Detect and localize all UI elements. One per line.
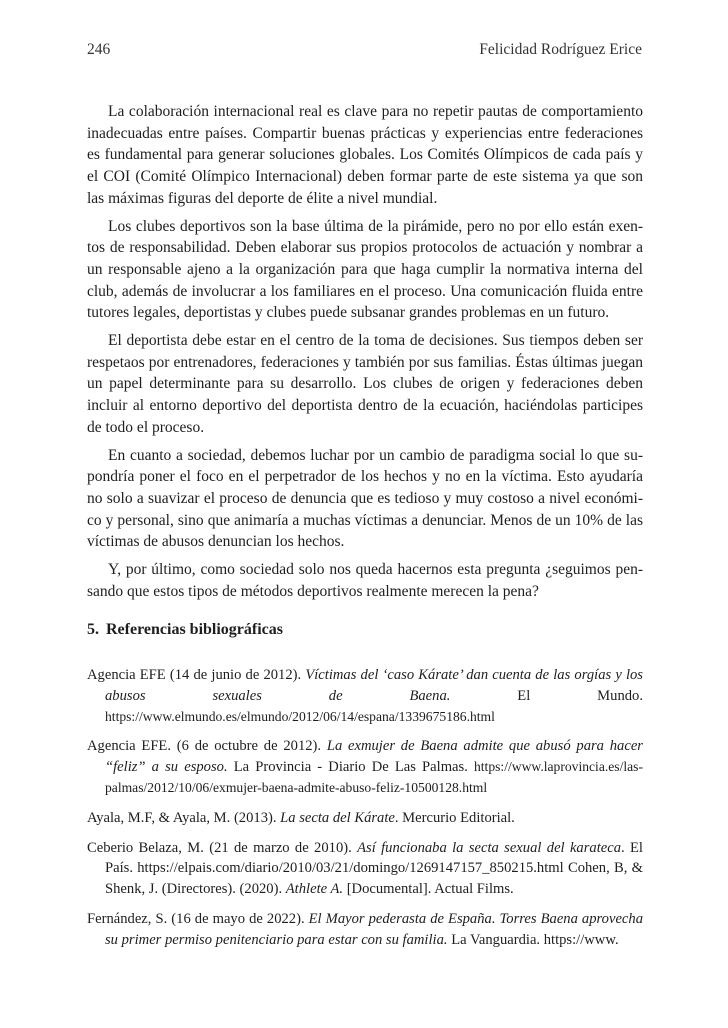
- reference-title: La secta del Kárate: [280, 809, 395, 826]
- reference-item: [87, 665, 643, 727]
- reference-source: La Vanguardia. https://www.: [447, 931, 619, 948]
- reference-authors: Ceberio Belaza, M. (21 de marzo de 2010).: [87, 839, 358, 856]
- reference-source: . Mercurio Editorial.: [394, 809, 515, 826]
- reference-list: [87, 665, 643, 960]
- reference-authors: Fernández, S. (16 de mayo de 2022).: [87, 910, 309, 927]
- reference-source: La Provincia - Diario De Las Palmas.: [227, 759, 474, 776]
- paragraph: En cuanto a sociedad, debemos luchar por un cambio de paradigma social lo que supondría poner el foco en el perpetrador de los hechos y no en la víctima. Esto ayudaría no solo a suavizar el proceso de denuncia que es tedioso y muy costoso a nivel económico y personal, sino que animaría a muchas víctimas a denunciar. Menos de un 10% de las víctimas de abusos denuncian los hechos.: [87, 446, 643, 551]
- reference-url[interactable]: https://www.elmundo.es/elmundo/2012/06/14/espana/1339675186.html: [105, 708, 495, 724]
- running-author: Felicidad Rodríguez Erice: [479, 41, 642, 58]
- paragraph: El deportista debe estar en el centro de la toma de decisiones. Sus tiempos deben ser respetaos por entrenadores, federaciones y también por sus familias. Éstas últimas juegan un papel determinante para su desarrollo. Los clubes de origen y federaciones deben incluir al entorno deportivo del deportista dentro de la ecuación, haciéndolas participes de todo el proceso.: [87, 332, 643, 436]
- reference-title: Así funcionaba la secta sexual del karateca: [357, 839, 622, 856]
- section-number: 5.: [87, 621, 99, 638]
- running-header: [87, 41, 642, 59]
- reference-title: Víctimas del ‘caso Kárate’ dan cuenta de las orgías y los abusos sexuales de Baena.: [105, 667, 643, 704]
- reference-item: [87, 909, 643, 951]
- reference-url[interactable]: https://www.laprovincia.es/laspalmas/2012/10/06/exmujer-baena-admite-abuso-feliz-10500128.html: [105, 759, 643, 795]
- paragraph: Los clubes deportivos son la base última de la pirámide, pero no por ello están exentos de responsabilidad. Deben elaborar sus propios protocolos de actuación y nombrar a un responsable ajeno a la organización para que haga cumplir la normativa interna del club, además de involucrar a los familiares en el proceso. Una comunicación fluida entre tutores legales, deportistas y clubes puede subsanar grandes problemas en un futuro.: [87, 217, 643, 322]
- section-heading: [87, 621, 283, 639]
- reference-authors: Ayala, M.F, & Ayala, M. (2013).: [87, 809, 281, 826]
- body-text: [87, 101, 643, 608]
- section-title: Referencias bibliográficas: [106, 621, 284, 638]
- reference-authors: Agencia EFE. (6 de octubre de 2012).: [87, 738, 327, 755]
- reference-item: [87, 838, 643, 900]
- page-number: 246: [87, 41, 111, 58]
- reference-authors: Agencia EFE (14 de junio de 2012).: [87, 667, 306, 683]
- reference-title: Athlete A.: [285, 881, 344, 898]
- reference-item: [87, 808, 643, 829]
- paragraph: Y, por último, como sociedad solo nos queda hacernos esta pregunta ¿seguimos pensando que estos tipos de métodos deportivos realmente merecen la pena?: [87, 561, 643, 600]
- reference-item: [87, 736, 643, 798]
- reference-source: [Documental]. Actual Films.: [343, 881, 514, 898]
- reference-title: El Mayor pederasta de España. Torres Baena aprovecha su primer permiso penitenciario para estar con su familia.: [105, 910, 643, 948]
- reference-source: El Mundo.: [450, 687, 643, 704]
- reference-title: La exmujer de Baena admite que abusó para hacer “feliz” a su esposo.: [105, 738, 643, 776]
- paragraph: La colaboración internacional real es clave para no repetir pautas de comportamiento inadecuadas entre países. Compartir buenas prácticas y experiencias entre federaciones es fundamental para generar soluciones globales. Los Comités Olímpicos de cada país y el COI (Comité Olímpico Internacional) deben formar parte de este sistema ya que son las máximas figuras del deporte de élite a nivel mundial.: [87, 103, 643, 207]
- reference-source: . El País. https://elpais.com/diario/2010/03/21/domingo/1269147157_850215.html Cohen, B, & Shenk, J. (Directores). (2020).: [105, 839, 643, 898]
